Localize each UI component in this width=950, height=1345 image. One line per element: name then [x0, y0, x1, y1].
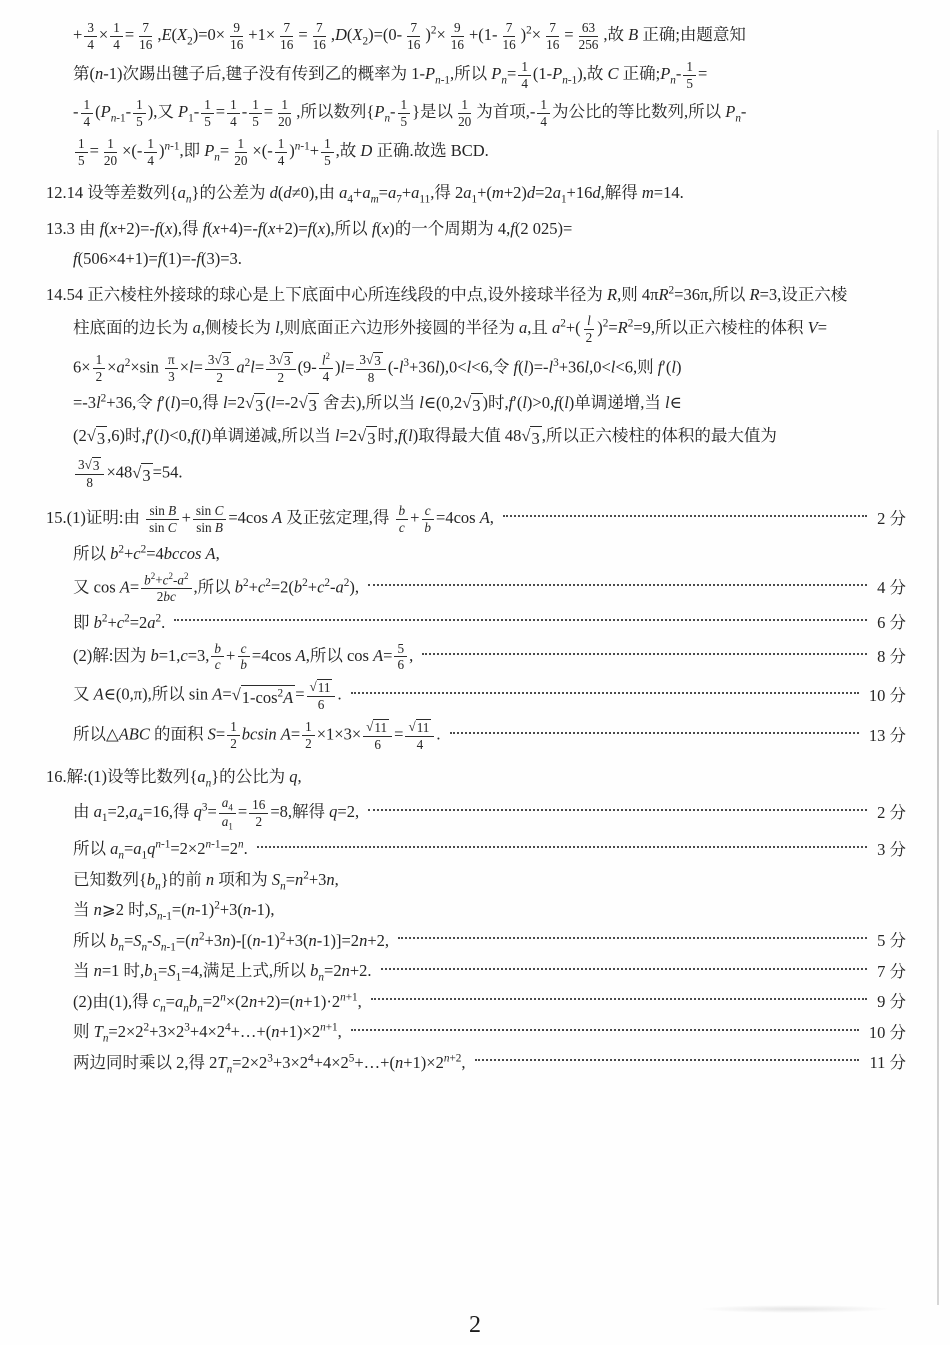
square-root: √ 3 — [84, 457, 100, 474]
solution-line — [46, 929, 906, 954]
solution-line — [46, 20, 906, 53]
square-root: √ 11 — [366, 718, 388, 735]
scan-edge-artifact — [937, 130, 939, 1305]
fraction: $\frac{1}{4}$ — [537, 97, 550, 130]
fraction: $\frac{l}{2}$ — [585, 313, 593, 345]
fraction: $\frac{b}{c}$ — [396, 503, 409, 536]
line-math-text: (2)由(1),得 $c_n=a_nb_n=2^n\times(2n+2)=(n+1)\cdot 2^{n+1}$, — [73, 991, 362, 1015]
line-math-text: 已知数列$\{b_n\}$的前 n 项和为 $S_n=n^2+3n$, — [73, 869, 339, 893]
dotted-leader — [398, 937, 867, 939]
dotted-leader — [450, 732, 859, 734]
line-math-text: + $\frac{3}{4}$ × $\frac{1}{4}$ = $\frac{7}{16}$ $,E(X_2)=0\times$ $\frac{9}{16}$ +1× $\frac{7}{16}$ = $\frac{7}{16}$ $,D(X_2)=(0-$ $\frac{7}{16}$ )$^2$× $\frac{9}{16}$ +(1- $\frac{7}{16}$ )$^2$× $\frac{7}{16}$ = $\frac{63}{256}$ ,故 B 正确;由题意知 — [73, 20, 746, 52]
square-root: √ 3 — [462, 393, 482, 418]
score-label: 11 分 — [869, 1053, 906, 1073]
line-math-text: 14.54 正六棱柱外接球的球心是上下底面中心所连线段的中点,设外接球半径为 R,则 $4\pi R^2=36\pi$,所以 R=3,设正六棱 — [46, 284, 848, 305]
fraction: $\frac{b^2+c^2-a^2}{2bc}$ — [141, 572, 191, 605]
solution-line — [46, 136, 906, 169]
fraction: √ 11 4 — [405, 719, 434, 753]
line-math-text: 即 $b^2+c^2=2a^2$. — [73, 612, 166, 632]
score-label: 10 分 — [868, 1022, 906, 1042]
solution-line — [46, 313, 906, 346]
line-math-text: (2)解:因为 b=1,c=3, $\frac{b}{c}$ + $\frac{c}{b}$ =4cos A,所以 cos A= $\frac{5}{6}$ , — [73, 640, 414, 673]
fraction: 3 √ 3 8 — [356, 352, 385, 386]
line-math-text: 12.14 设等差数列$\{a_n\}$的公差为 d(d≠0),由 $a_4+a_m=a_7+a_{11}$,得 $2a_1+(m+2)d=2a_1+16d$,解得 m=14. — [46, 182, 684, 206]
solution-line — [46, 352, 906, 386]
fraction: $\frac{1}{2}$ — [227, 719, 240, 752]
score-label: 8 分 — [877, 646, 906, 666]
solution-line — [46, 181, 906, 206]
line-math-text: 所以△ABC 的面积 S= $\frac{1}{2}$ bcsin A= $\frac{1}{2}$ ×1×3× √ 11 6 = √ 11 4 . — [73, 718, 441, 752]
solution-line — [46, 959, 906, 984]
fraction: $\frac{1}{20}$ — [278, 97, 292, 130]
line-math-text: 所以 $b_n=S_n-S_{n-1}=(n^2+3n)-[(n-1)^2+3(n-1)]=2n+2$, — [73, 930, 389, 954]
dotted-leader — [257, 846, 867, 848]
solution-line — [46, 795, 906, 831]
fraction: $\frac{63}{256}$ — [578, 20, 599, 52]
fraction: $\frac{7}{16}$ — [502, 20, 516, 52]
solution-line — [46, 1020, 906, 1045]
square-root: √ 11 — [408, 718, 430, 735]
fraction: $\frac{9}{16}$ — [230, 20, 244, 52]
fraction: $\frac{1}{4}$ — [81, 97, 94, 130]
score-label: 5 分 — [877, 931, 906, 951]
fraction: $\frac{1}{5}$ — [321, 136, 334, 169]
line-math-text: 当 n=1 时$,b_1=S_1=4$,满足上式,所以 $b_n=2n+2$. — [73, 961, 372, 984]
line-math-text: 则 $T_n=2\times 2^2+3\times 2^3+4\times 2^4+\dots+(n+1)\times 2^{n+1}$, — [73, 1021, 342, 1045]
page-number: 2 — [469, 1312, 481, 1338]
solution-line — [46, 572, 906, 605]
score-label: 2 分 — [877, 509, 906, 529]
line-math-text: 由 $a_1=2,a_4=16$,得 $q^3=$ $\frac{a_4}{a_1}$ = $\frac{16}{2}$ =8,解得 q=2, — [73, 795, 360, 832]
fraction: $\frac{1}{5}$ — [398, 97, 411, 130]
square-root: √ 3 — [245, 393, 265, 418]
fraction: $\frac{7}{16}$ — [312, 20, 326, 52]
line-math-text: 又 cos A= $\frac{b^2+c^2-a^2}{2bc}$ ,所以 $b^2+c^2=2(b^2+c^2-a^2)$, — [73, 570, 360, 604]
score-label: 10 分 — [868, 686, 906, 706]
fraction: $\frac{16}{2}$ — [249, 797, 268, 830]
square-root: √ 3 — [214, 351, 230, 368]
fraction: $\frac{1}{5}$ — [249, 97, 262, 130]
fraction: 3 √ 3 2 — [266, 352, 295, 386]
fraction: $\frac{\text{sin C}}{\text{sin B}}$ — [193, 503, 226, 536]
fraction: $\frac{1}{5}$ — [683, 59, 696, 92]
fraction: $\frac{3}{4}$ — [84, 20, 97, 53]
square-root: √ 3 — [87, 426, 107, 451]
score-label: 13 分 — [868, 725, 906, 745]
fraction: $\frac{c}{b}$ — [237, 641, 250, 674]
solution-line — [46, 391, 906, 418]
dotted-leader — [371, 998, 867, 1000]
square-root: √ $1-\cos^2A$ — [232, 685, 296, 710]
square-root: √ 3 — [275, 351, 291, 368]
dotted-leader — [174, 619, 867, 621]
line-math-text: 3 √ 3 8 ×48 √ 3 =54. — [73, 457, 183, 491]
fraction: $\frac{7}{16}$ — [546, 20, 560, 52]
fraction: √ 11 6 — [363, 719, 392, 753]
solution-line — [46, 217, 906, 241]
line-math-text: 16.解:(1)设等比数列$\{a_n\}$的公比为 q, — [46, 766, 302, 789]
fraction: $\frac{a_4}{a_1}$ — [219, 795, 236, 831]
fraction: $\frac{\text{sin B}}{\text{sin C}}$ — [146, 503, 179, 536]
fraction: $\frac{1}{4}$ — [227, 97, 240, 130]
solution-line — [46, 283, 906, 307]
fraction: $\frac{1}{4}$ — [110, 20, 123, 53]
dotted-leader — [368, 809, 867, 811]
fraction: $\frac{1}{5}$ — [75, 136, 88, 169]
line-math-text: $=-3l^2+36$,令 f′(l)=0,得 l=2 √ 3 (l=-2 √ 3 舍去),所以当 l∈(0,2 √ 3 )时,f′(l)>0,f(l)单调递增,当 l∈ — [73, 391, 682, 418]
fraction: $\frac{1}{4}$ — [275, 136, 288, 169]
line-math-text: 第(n-1)次踢出毽子后,毽子没有传到乙的概率为 $1-P_{n-1}$,所以 $P_n=$ $\frac{1}{4}$ $(1-P_{n-1})$,故 C 正确$;P_n-$ $\frac{1}{5}$ = — [73, 58, 708, 91]
dotted-leader — [351, 692, 859, 694]
square-root: √ 3 — [521, 426, 541, 451]
solution-line — [46, 247, 906, 271]
dotted-leader — [351, 1029, 859, 1031]
fraction: $\frac{7}{16}$ — [139, 20, 153, 52]
solution-lines — [46, 20, 906, 1075]
fraction: $\frac{1}{2}$ — [93, 352, 106, 385]
fraction: √ 11 6 — [307, 679, 336, 713]
solution-line — [46, 679, 906, 713]
fraction: 3 √ 3 2 — [205, 352, 234, 386]
solution-line — [46, 898, 906, 923]
score-label: 9 分 — [877, 992, 906, 1012]
line-math-text: f(506×4+1)=f(1)=-f(3)=3. — [73, 249, 242, 269]
dotted-leader — [381, 968, 868, 970]
solution-line — [46, 990, 906, 1015]
fraction: $\frac{1}{5}$ — [133, 97, 146, 130]
square-root: √ 3 — [365, 351, 381, 368]
line-math-text: 两边同时乘以 2,得 $2T_n=2\times 2^3+3\times 2^4+4\times 2^5+\dots+(n+1)\times 2^{n+2}$, — [73, 1052, 466, 1076]
solution-line — [46, 837, 906, 862]
fraction: $\frac{1}{20}$ — [234, 136, 248, 168]
line-math-text: 6× $\frac{1}{2}$ $\times a^2\times\sin$ $\frac{\pi}{3}$ ×l= 3 √ 3 2 $a^2l=$ 3 √ 3 2 (9- $\frac{l^2}{4}$ )l= 3 √ 3 8 $(-l^3+36l),0<l<6$,令 $f(l)=-l^3+36l,0<l<6$,则 f′(l) — [73, 351, 682, 385]
solution-line — [46, 59, 906, 92]
fraction: $\frac{9}{16}$ — [450, 20, 464, 52]
line-math-text: $\frac{1}{5}$ = $\frac{1}{20}$ ×(- $\frac{1}{4}$ )$^{n-1}$,即 $P_n=$ $\frac{1}{20}$ ×(- $\frac{1}{4}$ )$^{n-1}$+ $\frac{1}{5}$ ,故 D 正确.故选 BCD. — [73, 136, 489, 169]
fraction: $\frac{1}{2}$ — [302, 719, 315, 752]
dotted-leader — [422, 653, 867, 655]
score-label: 7 分 — [877, 961, 906, 981]
fraction: $\frac{1}{20}$ — [103, 136, 118, 168]
line-math-text: 所以 $a_n=a_1q^{n-1}=2\times 2^{n-1}=2^n$. — [73, 838, 248, 862]
solution-line — [46, 719, 906, 753]
dotted-leader — [475, 1059, 860, 1061]
square-root: √ 11 — [309, 679, 331, 696]
fraction: $\frac{7}{16}$ — [280, 20, 294, 52]
score-label: 2 分 — [877, 803, 906, 823]
fraction: $\frac{l^2}{4}$ — [319, 352, 333, 385]
solution-line — [46, 868, 906, 893]
fraction: 3 √ 3 8 — [75, 457, 104, 491]
fraction: $\frac{1}{20}$ — [458, 97, 472, 130]
line-math-text: (2 √ 3 ,6)时,f′(l)<0,f(l)单调递减,所以当 l=2 √ 3 时,f(l)取得最大值 48 √ 3 ,所以正六棱柱的体积的最大值为 — [73, 424, 777, 451]
scan-smudge-artifact — [700, 1305, 890, 1313]
line-math-text: - $\frac{1}{4}$ ($P_{n-1}-$ $\frac{1}{5}$ ),又 $P_1-$ $\frac{1}{5}$ = $\frac{1}{4}$ - $\frac{1}{5}$ = $\frac{1}{20}$ ,所以数列{$P_n-$ $\frac{1}{5}$ }是以 $\frac{1}{20}$ 为首项,- $\frac{1}{4}$ 为公比的等比数列,所以 $P_n-$ — [73, 97, 747, 130]
solution-line — [46, 424, 906, 451]
fraction: $\frac{7}{16}$ — [407, 20, 421, 52]
fraction: $\frac{b}{c}$ — [211, 641, 224, 674]
line-math-text: 又 A∈(0,π),所以 sin A= √ $1-\cos^2A$ = √ 11 6 . — [73, 679, 342, 713]
score-label: 6 分 — [877, 612, 906, 632]
dotted-leader — [368, 584, 867, 586]
fraction: $\frac{\pi}{3}$ — [165, 352, 178, 385]
line-math-text: 当 n⩾2 时$,S_{n-1}=(n-1)^2+3(n-1)$, — [73, 899, 275, 923]
solution-line — [46, 641, 906, 674]
solution-line — [46, 1051, 906, 1076]
score-label: 3 分 — [877, 839, 906, 859]
line-math-text: 柱底面的边长为 a,侧棱长为 l,则底面正六边形外接圆的半径为 a,且 $a^2+$( $\frac{l}{2}$ )$^2=R^2=9$,所以正六棱柱的体积 V= — [73, 313, 828, 345]
fraction: $\frac{1}{4}$ — [518, 59, 531, 92]
square-root: √ 3 — [132, 463, 152, 488]
fraction: $\frac{1}{5}$ — [201, 97, 214, 130]
fraction: $\frac{1}{4}$ — [144, 136, 157, 169]
square-root: √ 3 — [299, 393, 319, 418]
solution-line — [46, 503, 906, 536]
score-label: 4 分 — [877, 578, 906, 598]
fraction: $\frac{5}{6}$ — [394, 641, 407, 674]
square-root: √ 3 — [357, 426, 377, 451]
solution-line — [46, 765, 906, 790]
solution-line — [46, 97, 906, 130]
line-math-text: 13.3 由 f(x+2)=-f(x),得 f(x+4)=-f(x+2)=f(x),所以 f(x)的一个周期为 4,f(2 025)= — [46, 219, 573, 239]
fraction: $\frac{c}{b}$ — [421, 503, 434, 536]
solution-line — [46, 457, 906, 491]
line-math-text: 15.(1)证明:由 $\frac{\text{sin B}}{\text{sin C}}$ + $\frac{\text{sin C}}{\text{sin B}}$ =4cos A 及正弦定理,得 $\frac{b}{c}$ + $\frac{c}{b}$ =4cos A, — [46, 502, 494, 535]
line-math-text: 所以 $b^2+c^2=4bccos$ A, — [73, 543, 220, 563]
solution-line — [46, 611, 906, 635]
dotted-leader — [503, 515, 867, 517]
solution-line — [46, 542, 906, 566]
